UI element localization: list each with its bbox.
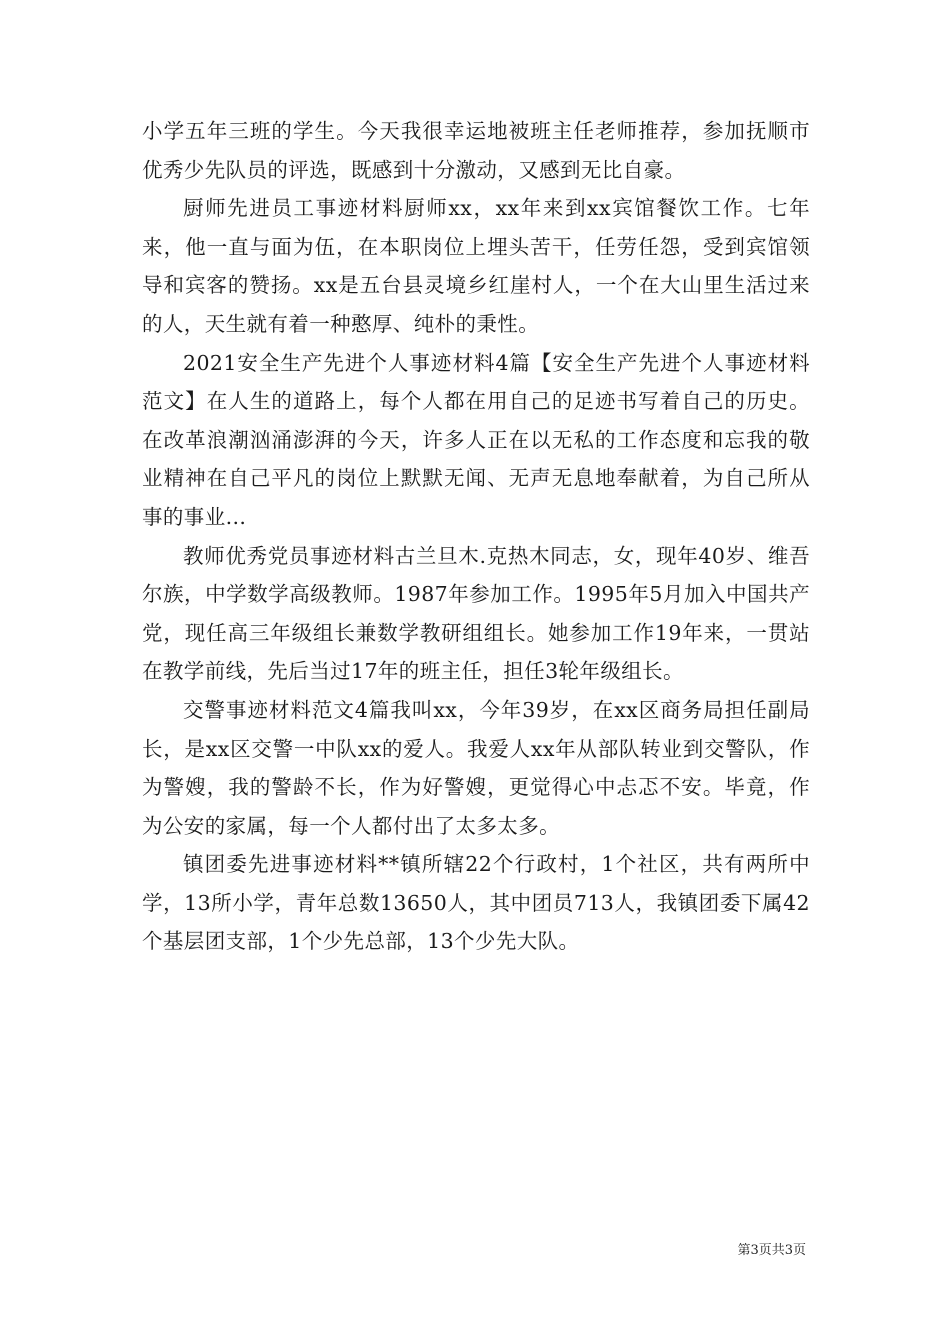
paragraph-teacher: 教师优秀党员事迹材料古兰旦木.克热木同志，女，现年40岁、维吾尔族，中学数学高级教师。1987年参加工作。1995年5月加入中国共产党，现任高三年级组长兼数学教研组组长。她参加工作19年来，一贯站在教学前线，先后当过17年的班主任，担任3轮年级组长。 [142, 543, 810, 684]
paragraph-continuation: 小学五年三班的学生。今天我很幸运地被班主任老师推荐，参加抚顺市优秀少先队员的评选，既感到十分激动，又感到无比自豪。 [142, 119, 810, 182]
paragraph-safety: 2021安全生产先进个人事迹材料4篇【安全生产先进个人事迹材料范文】在人生的道路上，每个人都在用自己的足迹书写着自己的历史。在改革浪潮汹涌澎湃的今天，许多人正在以无私的工作态度和忘我的敬业精神在自己平凡的岗位上默默无闻、无声无息地奉献着，为自己所从事的事业... [142, 350, 810, 529]
paragraph-youth-league: 镇团委先进事迹材料**镇所辖22个行政村，1个社区，共有两所中学，13所小学，青年总数13650人，其中团员713人，我镇团委下属42个基层团支部，1个少先总部，13个少先大队。 [142, 852, 810, 954]
paragraph-chef: 厨师先进员工事迹材料厨师xx，xx年来到xx宾馆餐饮工作。七年来，他一直与面为伍，在本职岗位上埋头苦干，任劳任怨，受到宾馆领导和宾客的赞扬。xx是五台县灵境乡红崖村人，一个在大山里生活过来的人，天生就有着一种憨厚、纯朴的秉性。 [142, 196, 810, 336]
paragraph-traffic-police: 交警事迹材料范文4篇我叫xx，今年39岁，在xx区商务局担任副局长，是xx区交警一中队xx的爱人。我爱人xx年从部队转业到交警队，作为警嫂，我的警龄不长，作为好警嫂，更觉得心中忐忑不安。毕竟，作为公安的家属，每一个人都付出了太多太多。 [142, 697, 810, 838]
page-number: 第3页共3页 [737, 1243, 806, 1258]
document-body [142, 112, 810, 961]
